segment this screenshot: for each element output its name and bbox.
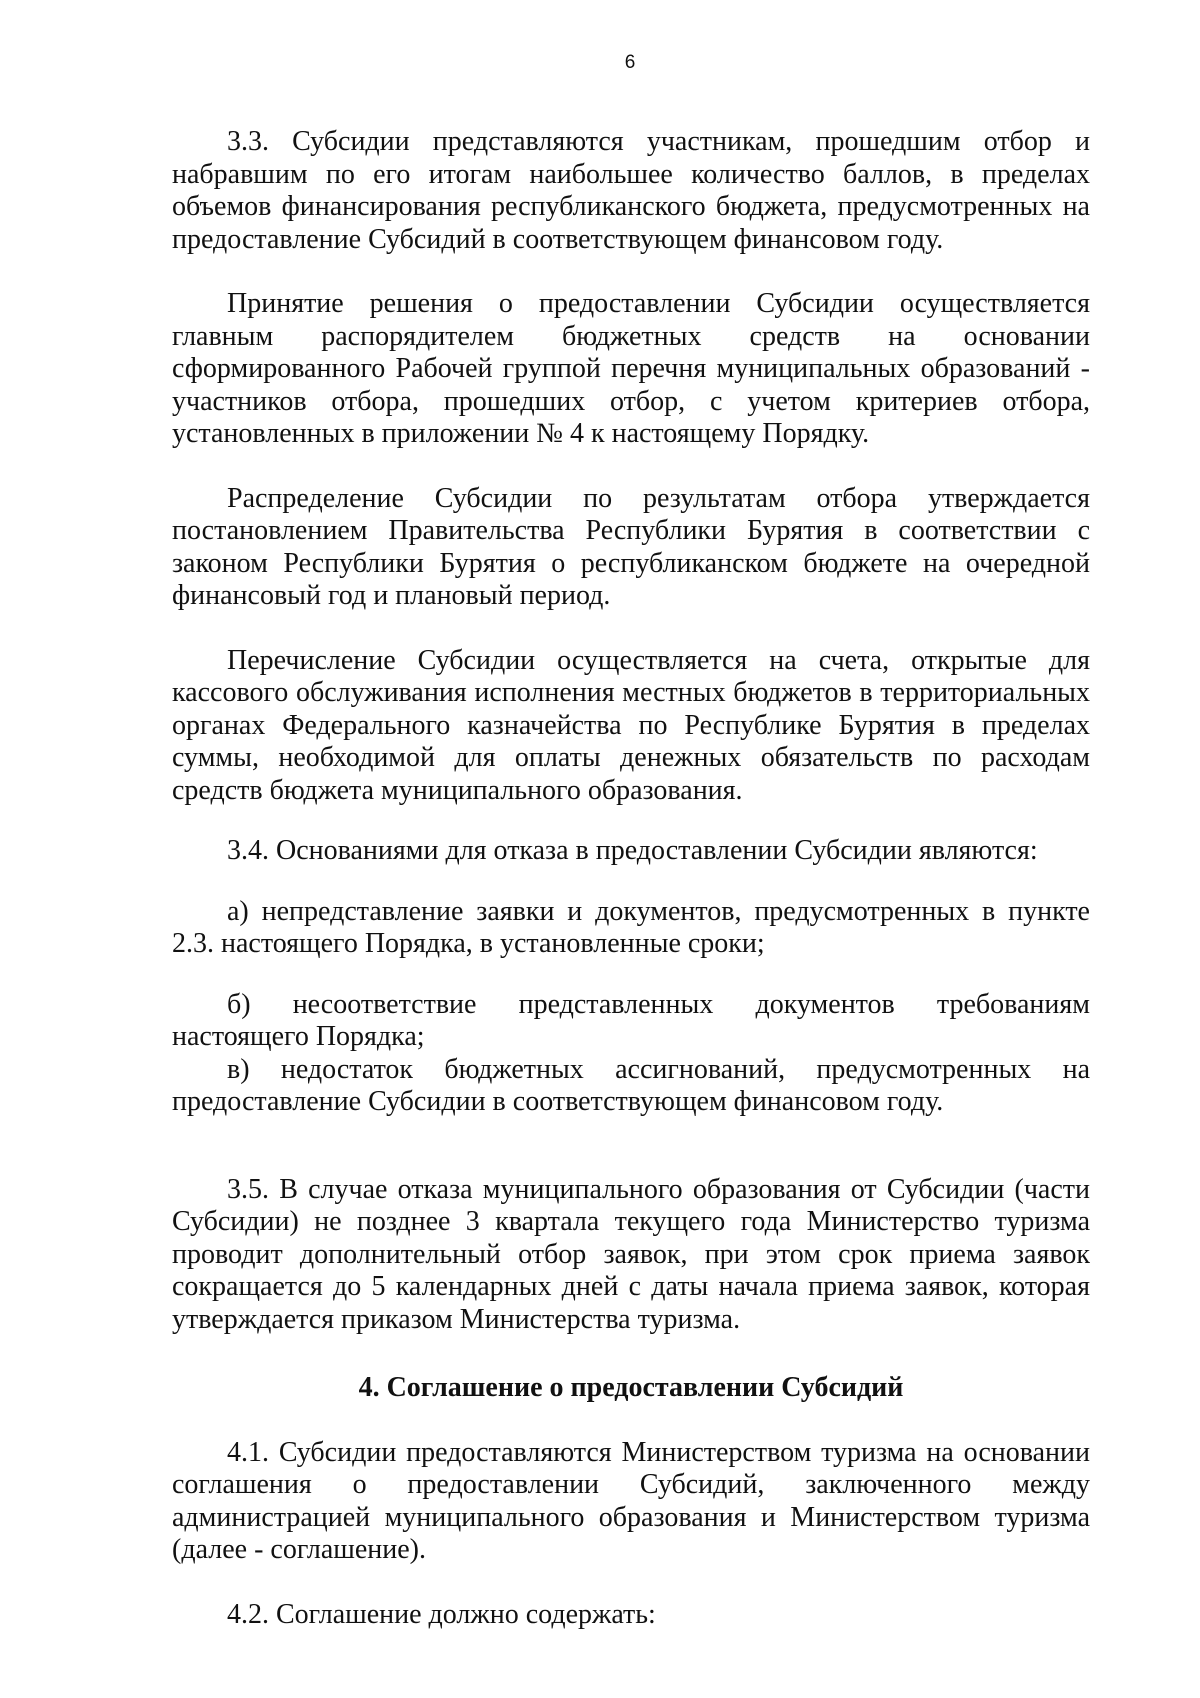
paragraph-4-1: 4.1. Субсидии предоставляются Министерством туризма на основании соглашения о предоставлении Субсидий, заключенного между администрацией муниципального образования и Министерством туризма (далее - соглашение).: [172, 1436, 1090, 1565]
paragraph-transfer: Перечисление Субсидии осуществляется на счета, открытые для кассового обслуживания исполнения местных бюджетов в территориальных органах Федерального казначейства по Республике Бурятия в пределах суммы, необходимой для оплаты денежных обязательств по расходам средств бюджета муниципального образования.: [172, 644, 1090, 806]
paragraph-3-3: 3.3. Субсидии представляются участникам, прошедшим отбор и набравшим по его итогам наибольшее количество баллов, в пределах объемов финансирования республиканского бюджета, предусмотренных на предоставление Субсидий в соответствующем финансовом году.: [172, 126, 1090, 255]
paragraph-decision: Принятие решения о предоставлении Субсидии осуществляется главным распорядителем бюджетных средств на основании сформированного Рабочей группой перечня муниципальных образований - участников отбора, прошедших отбор, с учетом критериев отбора, установленных в приложении № 4 к настоящему Порядку.: [172, 288, 1090, 449]
section-4-heading: 4. Соглашение о предоставлении Субсидий: [358, 1372, 904, 1403]
paragraph-3-4: 3.4. Основаниями для отказа в предоставлении Субсидии являются:: [227, 835, 1038, 866]
paragraph-3-4-a: а) непредставление заявки и документов, предусмотренных в пункте 2.3. настоящего Порядка, в установленные сроки;: [172, 895, 1090, 959]
paragraph-distribution: Распределение Субсидии по результатам отбора утверждается постановлением Правительства Республики Бурятия в соответствии с законом Республики Бурятия о республиканском бюджете на очередной финансовый год и плановый период.: [172, 482, 1090, 611]
paragraph-3-4-b: б) несоответствие представленных документов требованиям настоящего Порядка;: [172, 988, 1090, 1052]
paragraph-3-4-c: в) недостаток бюджетных ассигнований, предусмотренных на предоставление Субсидии в соответствующем финансовом году.: [172, 1053, 1090, 1117]
paragraph-4-2: 4.2. Соглашение должно содержать:: [227, 1598, 656, 1630]
document-body: [172, 126, 1090, 1631]
paragraph-3-5: 3.5. В случае отказа муниципального образования от Субсидии (части Субсидии) не позднее 3 квартала текущего года Министерство туризма проводит дополнительный отбор заявок, при этом срок приема заявок сокращается до 5 календарных дней с даты начала приема заявок, которая утверждается приказом Министерства туризма.: [172, 1173, 1090, 1335]
page-number: 6: [624, 52, 636, 73]
